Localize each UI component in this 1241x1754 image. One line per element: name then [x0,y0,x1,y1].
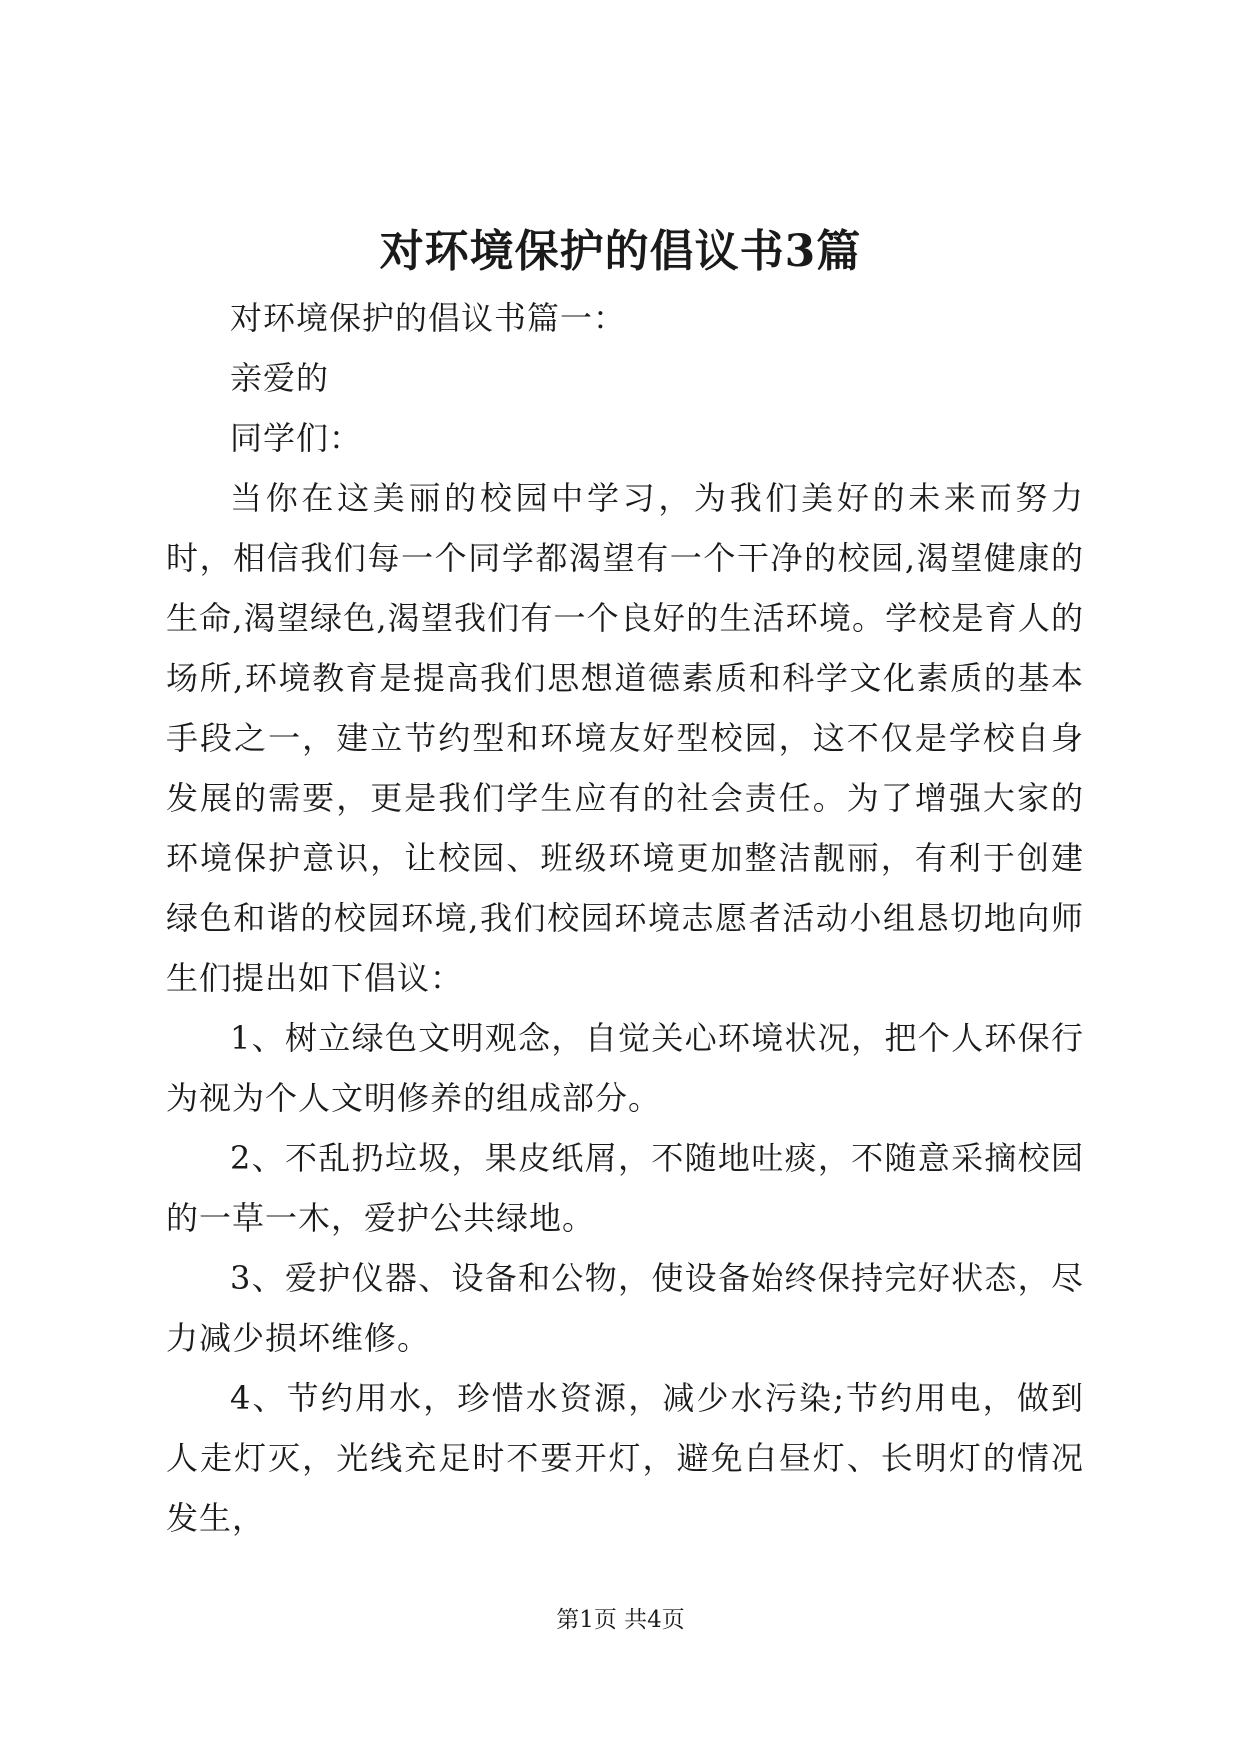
proposal-item-1: 1、树立绿色文明观念，自觉关心环境状况，把个人环保行为视为个人文明修养的组成部分。 [166,1019,1084,1117]
proposal-item-2: 2、不乱扔垃圾，果皮纸屑，不随地吐痰，不随意采摘校园的一草一木，爱护公共绿地。 [166,1139,1084,1237]
document-title: 对环境保护的倡议书3篇 [379,226,862,277]
salutation-line-2: 同学们： [230,419,363,457]
proposal-item-3: 3、爱护仪器、设备和公物，使设备始终保持完好状态，尽力减少损坏维修。 [166,1259,1084,1357]
salutation-line-1: 亲爱的 [230,359,330,397]
proposal-item-4: 4、节约用水，珍惜水资源，减少水污染;节约用电，做到人走灯灭，光线充足时不要开灯，避免白昼灯、长明灯的情况发生， [166,1379,1084,1537]
document-body [166,288,1084,1548]
section-heading: 对环境保护的倡议书篇一： [230,299,627,337]
intro-paragraph: 当你在这美丽的校园中学习，为我们美好的未来而努力时，相信我们每一个同学都渴望有一个干净的校园,渴望健康的生命,渴望绿色,渴望我们有一个良好的生活环境。学校是育人的场所,环境教育是提高我们思想道德素质和科学文化素质的基本手段之一，建立节约型和环境友好型校园，这不仅是学校自身发展的需要，更是我们学生应有的社会责任。为了增强大家的环境保护意识，让校园、班级环境更加整洁靓丽，有利于创建绿色和谐的校园环境,我们校园环境志愿者活动小组恳切地向师生们提出如下倡议： [166,479,1084,997]
page-footer: 第1页 共4页 [556,1607,685,1633]
